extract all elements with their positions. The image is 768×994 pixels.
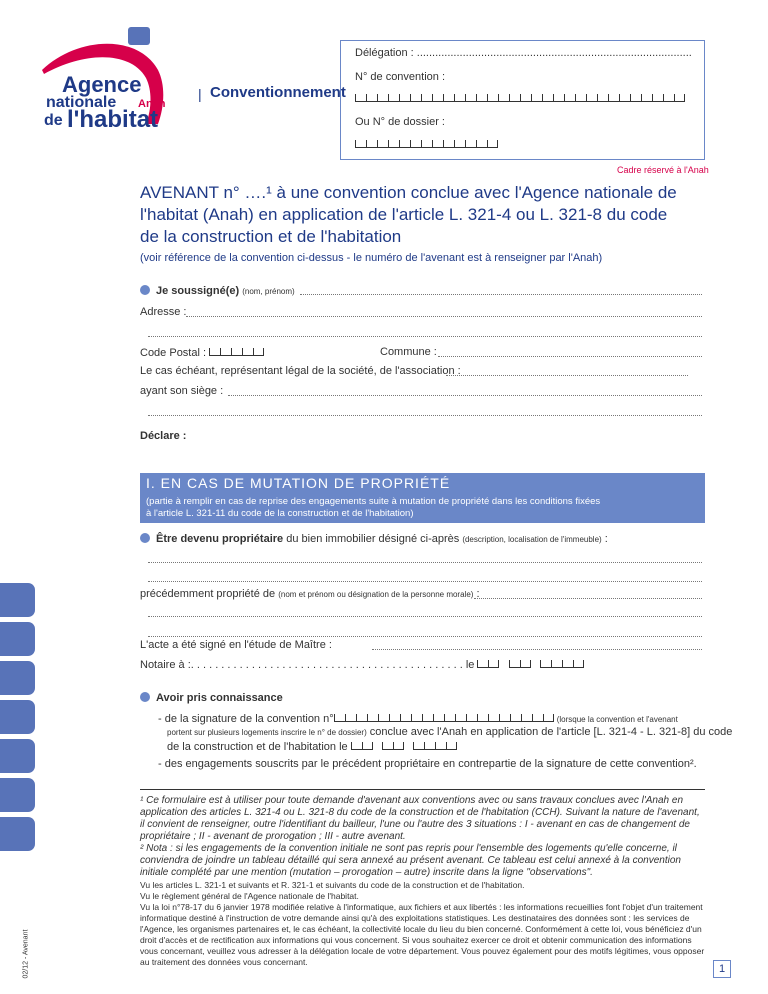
notaire-date-month[interactable] [509,658,531,668]
convention-number-boxes[interactable] [355,92,685,105]
commune-label: Commune : [380,346,437,358]
adresse-input-1[interactable] [186,316,702,317]
logo-agence: Agence [62,72,142,97]
bien-input-2[interactable] [148,581,702,582]
section1-sub2: à l'article L. 321-11 du code de la construction et de l'habitation) [146,508,414,519]
precedemment-input-2[interactable] [148,616,702,617]
footnote-1: ¹ Ce formulaire est à utiliser pour toute demande d'avenant aux conventions avec ou sans travaux conclues avec l'Anah en application des articles L. 321-4 ou L. 321-8 du code de la construction et de l'habitation (CCH). Suivant la nature de l'avenant, il convient de renseigner, outre l'identifiant du bailleur, l'une ou l'autre des 3 situations : I - avenant en cas de changement de propriétaire ; II - avenant de prorogation ; III - autre avenant. [140,795,700,842]
siege-label: ayant son siège : [140,385,224,397]
footnote-rule [140,789,705,790]
precedemment-label: précédemment propriété de (nom et prénom ou désignation de la personne morale) : [140,588,480,600]
notaire-date-day[interactable] [477,658,499,668]
header-conventionnement: Conventionnement [210,84,346,101]
notaire-date-year[interactable] [540,658,584,668]
footnote-2: ² Nota : si les engagements de la convention initiale ne sont pas repris pour l'ensemble des logements qu'elle concerne, il conviendra de joindre un tableau détaillé qui sera annexé au présent avenant. Ce tableau est celui annexé à la convention initiale complété par une mention (mutation – prorogation – autre) inscrite dans la ligne "observations". [140,843,681,878]
legal-line-3: Vu la loi n°78-17 du 6 janvier 1978 modifiée relative à l'informatique, aux fichiers et aux libertés : les informations recueillies font l'objet d'un traitement informatique destiné à l'instruction de votre demande ainsi qu'à des exploitations statistiques. Les destinataires des données sont : les services de l'Agence, les organismes partenaires et, le cas échéant, la collectivité locale du lieu du bien concerné. Conformément à cette loi, vous bénéficiez d'un droit d'accès et de rectification aux informations qui vous concernent. Si vous souhaitez exercer ce droit et obtenir communication des informations vous concernant, veuillez vous adresser à la délégation locale de votre département. Vous pouvez également pour des motifs légitimes, vous opposer au traitement des données vous concernant. [140,902,705,967]
connaissance-line4: - des engagements souscrits par le précédent propriétaire en contrepartie de la signature de cette convention². [158,758,697,770]
soussigne-label: Je soussigné(e) (nom, prénom) [140,285,295,297]
etre-proprietaire: Être devenu propriétaire du bien immobilier désigné ci-après (description, localisation de l'immeuble) : [140,533,608,545]
adresse-label: Adresse : [140,306,187,318]
bien-input-1[interactable] [148,562,702,563]
page-number: 1 [713,960,731,978]
soussigne-input[interactable] [300,294,702,295]
logo-de: de [44,112,63,129]
representant-input[interactable] [446,375,688,376]
dossier-number-boxes[interactable] [355,138,498,151]
legal-text [140,880,705,968]
acte-input[interactable] [372,649,702,650]
siege-input-1[interactable] [228,395,702,396]
convention-number-label: N° de convention : [355,71,446,83]
commune-input[interactable] [438,356,702,357]
precedemment-input-1[interactable] [474,598,702,599]
precedemment-input-3[interactable] [148,636,702,637]
title-line1: AVENANT n° ….¹ à une convention conclue avec l'Agence nationale de [140,183,677,202]
connaissance-line1: - de la signature de la convention n° (lorsque la convention et l'avenant [158,713,678,725]
logo-nationale: nationale [46,94,117,111]
acte-label: L'acte a été signé en l'étude de Maître : [140,639,332,651]
convention-date-year[interactable] [413,740,457,750]
legal-line-1: Vu les articles L. 321-1 et suivants et R. 321-1 et suivants du code de la construction et de l'habitation. [140,880,525,890]
title-subtitle: (voir référence de la convention ci-dessus - le numéro de l'avenant est à renseigner par l'Anah) [140,252,603,264]
side-tab-5 [0,739,35,773]
logo-habitat: l'habitat [67,106,159,133]
connaissance-line3: de la construction et de l'habitation le [167,740,457,753]
representant-label: Le cas échéant, représentant légal de la société, de l'association : [140,365,461,377]
reserved-caption: Cadre réservé à l'Anah [617,165,709,175]
side-tab-4 [0,700,35,734]
bullet-icon [140,285,150,295]
side-tab-6 [0,778,35,812]
delegation-field[interactable]: Délégation : .......................................................................................... [355,47,692,59]
convention-date-day[interactable] [351,740,373,750]
dossier-number-label: Ou N° de dossier : [355,116,445,128]
adresse-input-2[interactable] [148,336,702,337]
side-tab-2 [0,622,35,656]
declare-label: Déclare : [140,430,187,442]
title-line2: l'habitat (Anah) en application de l'article L. 321-4 ou L. 321-8 du code [140,205,668,224]
section1-title: I. EN CAS DE MUTATION DE PROPRIÉTÉ [146,475,451,491]
connaissance-line2: portent sur plusieurs logements inscrire le n° de dossier) conclue avec l'Anah en application de l'article [L. 321-4 - L. 321-8] du code [167,726,733,738]
bullet-icon [140,692,150,702]
convention-ref-boxes[interactable] [334,712,554,722]
connaissance-label: Avoir pris connaissance [140,692,283,704]
side-tab-3 [0,661,35,695]
header-separator: | [198,86,202,102]
side-tab-1 [0,583,35,617]
siege-input-2[interactable] [148,415,702,416]
bullet-icon [140,533,150,543]
code-postal-boxes[interactable] [209,346,264,356]
logo-anah: Anah [138,98,166,110]
legal-line-2: Vu le règlement général de l'Agence nationale de l'habitat. [140,891,359,901]
side-tab-7 [0,817,35,851]
code-postal-label: Code Postal : [140,346,264,359]
side-code: 02/12 - Avenant [22,929,30,979]
notaire-label: Notaire à :. . . . . . . . . . . . . . . . . . . . . . . . . . . . . . . . . . . . . . . . . . . . . le [140,658,584,671]
title-line3: de la construction et de l'habitation [140,227,402,246]
convention-date-month[interactable] [382,740,404,750]
section1-sub1: (partie à remplir en cas de reprise des engagements suite à mutation de propriété dans les conditions fixées [146,496,601,507]
